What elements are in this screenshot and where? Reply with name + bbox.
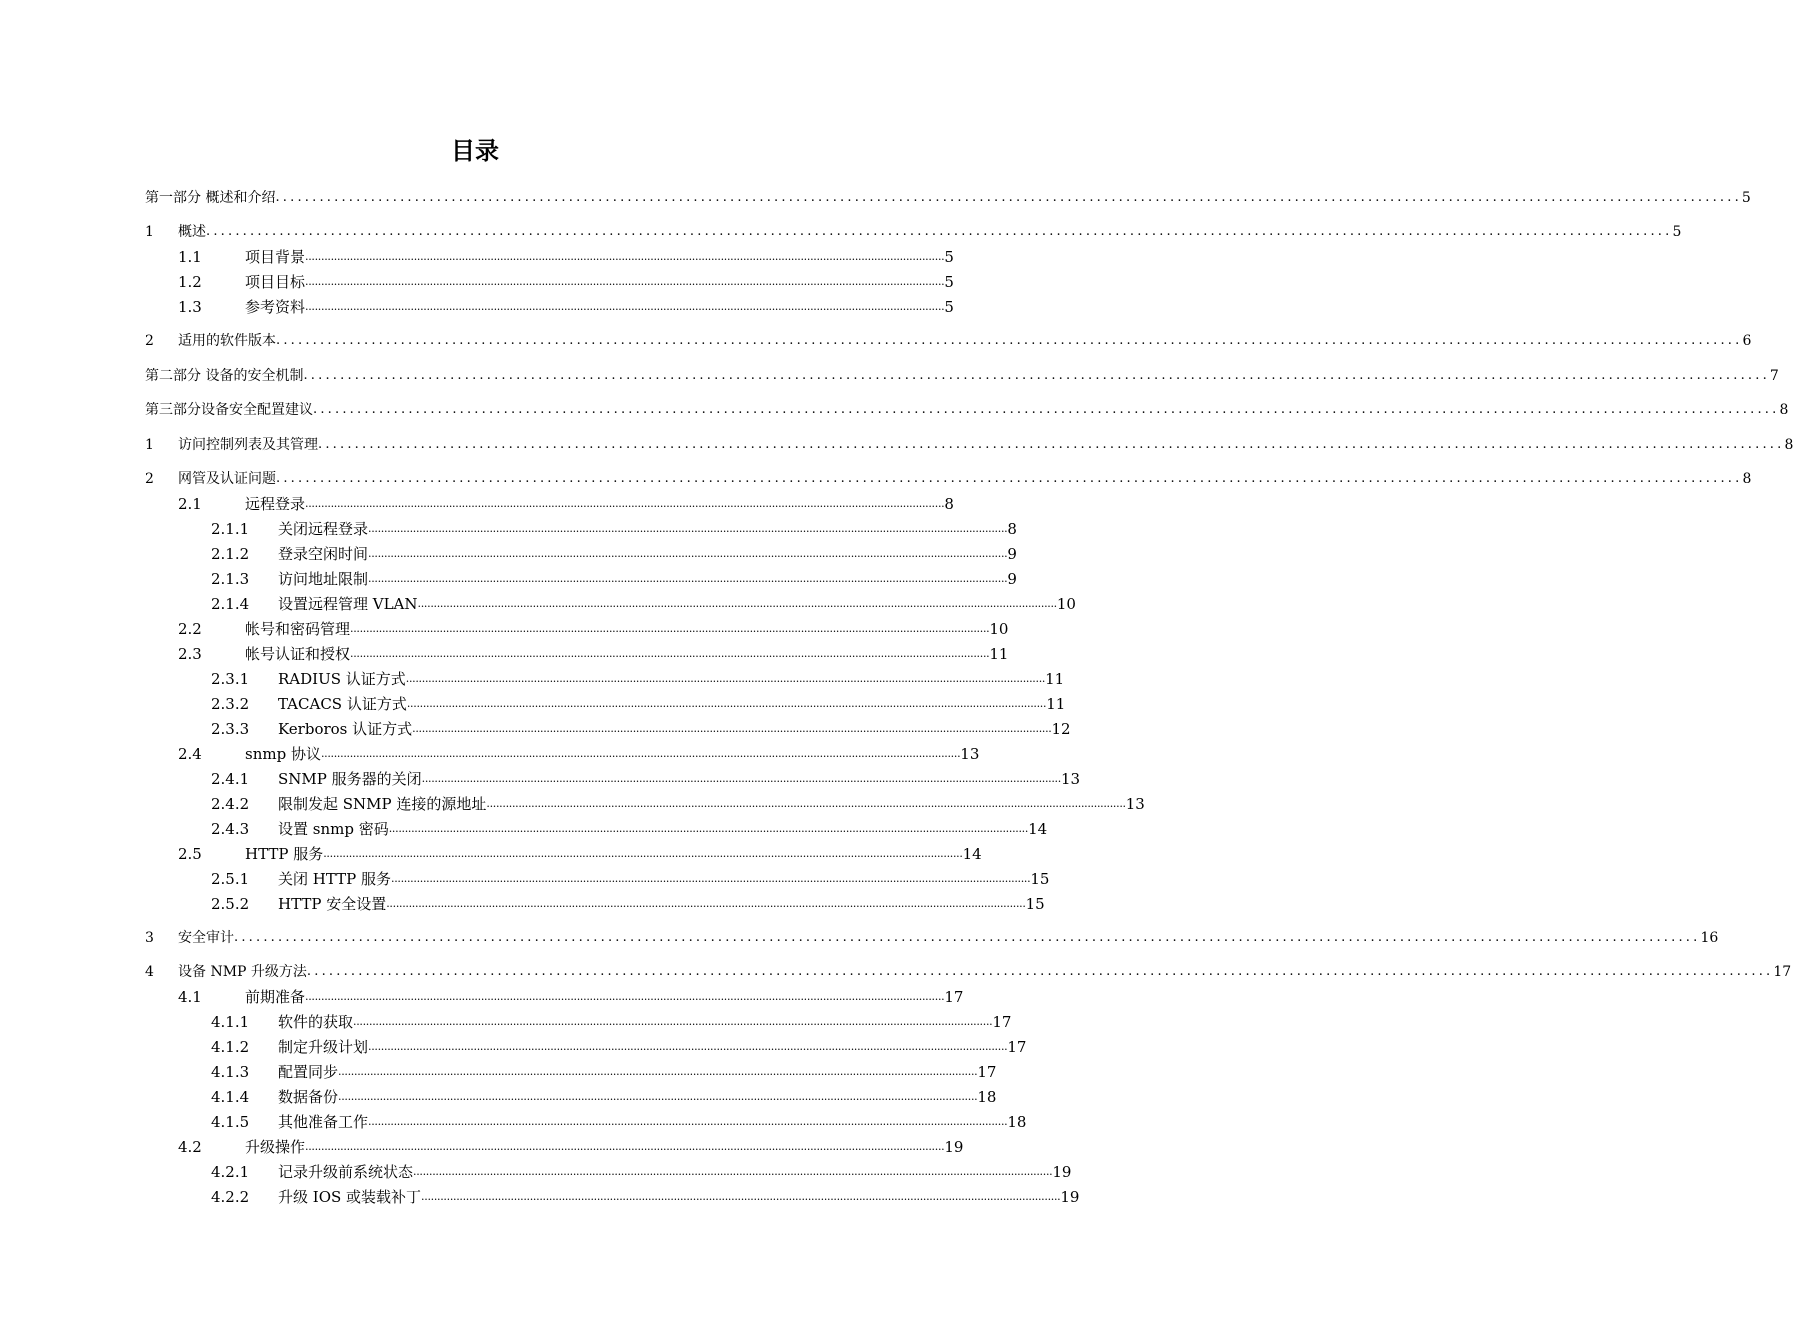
toc-entry-label: RADIUS 认证方式 [278,670,406,688]
toc-entry-label: 适用的软件版本 [178,333,276,349]
toc-entry-number: 2.3.1 [211,670,250,688]
toc-entry-number: 2.1.4 [211,595,250,613]
toc-entry[interactable] [211,569,1017,589]
toc-page-number: 17 [1773,964,1792,980]
toc-entry-label: TACACS 认证方式 [278,695,407,713]
toc-dot-leader: ........................................................................................................................................................................................................ [368,1115,1008,1128]
toc-page-number: 11 [1045,670,1065,688]
toc-page-number: 13 [1125,795,1145,813]
toc-entry-number: 4.1.5 [211,1113,250,1131]
toc-dot-leader: ........................................................................................................................................................................................................ [368,1040,1008,1053]
toc-page-number: 8 [944,495,954,513]
toc-page-number: 19 [1060,1188,1080,1206]
toc-entry-label: HTTP 服务 [245,845,324,863]
toc-entry-label: 访问控制列表及其管理 [178,437,318,453]
toc-dot-leader: ........................................................................................................................................................................................................ [368,547,1008,560]
toc-dot-leader: ........................................................................................................................................................................................................ [276,333,1743,348]
toc-page-number: 13 [1060,770,1081,788]
toc-entry-label: 限制发起 SNMP 连接的源地址 [278,795,487,813]
toc-page-number: 5 [1741,190,1751,206]
toc-entry[interactable] [211,1037,1027,1057]
toc-entry-number: 4.1.2 [211,1038,250,1056]
toc-page-number: 5 [1672,224,1682,240]
toc-page-number: 9 [1007,545,1017,563]
toc-entry-label: 项目背景 [245,248,306,266]
toc-entry[interactable] [211,1112,1027,1132]
toc-entry[interactable] [211,594,1076,614]
toc-page-number: 11 [989,645,1009,663]
toc-entry[interactable] [211,894,1045,914]
toc-entry[interactable] [178,494,954,514]
toc-entry-label: 网管及认证问题 [178,471,276,487]
toc-entry-number: 2.1.1 [211,520,250,538]
toc-page-number: 10 [1056,595,1076,613]
toc-entry-number: 4.1.1 [211,1013,250,1031]
toc-entry-label: 帐号认证和授权 [245,645,351,663]
toc-dot-leader: ........................................................................................................................................................................................................ [276,471,1743,486]
toc-dot-leader: ........................................................................................................................................................................................................ [413,1165,1053,1178]
toc-dot-leader: ........................................................................................................................................................................................................ [323,847,963,860]
toc-dot-leader: ........................................................................................................................................................................................................ [338,1065,978,1078]
toc-entry[interactable] [178,619,1009,639]
toc-page-number: 8 [1784,437,1793,453]
toc-dot-leader: ........................................................................................................................................................................................................ [350,622,990,635]
toc-page-number: 16 [1700,930,1719,946]
toc-entry-number: 2.3.2 [211,695,250,713]
toc-dot-leader: ........................................................................................................................................................................................................ [305,300,945,313]
toc-entry[interactable] [178,987,964,1007]
toc-entry[interactable] [211,544,1017,564]
toc-page-number: 10 [989,620,1009,638]
toc-page-number: 5 [944,298,954,316]
toc-entry[interactable] [211,1162,1072,1182]
toc-dot-leader: ........................................................................................................................................................................................................ [305,250,945,263]
toc-page-number: 8 [1742,471,1752,487]
toc-entry-label: 访问地址限制 [278,570,369,588]
toc-entry-number: 4.2 [178,1138,202,1156]
toc-dot-leader: ........................................................................................................................................................................................................ [320,747,961,760]
toc-entry[interactable] [145,928,1719,948]
toc-entry-number: 2.4 [178,745,202,763]
toc-dot-leader: ........................................................................................................................................................................................................ [303,368,1770,383]
toc-dot-leader: ........................................................................................................................................................................................................ [234,930,1701,945]
toc-dot-leader: ........................................................................................................................................................................................................ [206,224,1673,239]
toc-entry[interactable] [178,644,1009,664]
toc-dot-leader: ........................................................................................................................................................................................................ [313,402,1780,417]
toc-entry-number: 2.2 [178,620,202,638]
toc-dot-leader: ........................................................................................................................................................................................................ [353,1015,993,1028]
toc-entry-number: 2.5.1 [211,870,250,888]
toc-page-number: 11 [1046,695,1066,713]
toc-page-number: 8 [1007,520,1017,538]
toc-entry[interactable] [145,962,1792,982]
toc-entry-number: 4.1.4 [211,1088,250,1106]
toc-entry-label: 其他准备工作 [278,1113,369,1131]
toc-dot-leader: ........................................................................................................................................................................................................ [417,597,1057,610]
toc-entry-label: 前期准备 [245,988,306,1006]
toc-page-number: 5 [944,273,954,291]
toc-entry-label: 项目目标 [245,273,306,291]
toc-entry-number: 2.1.3 [211,570,250,588]
toc-page-number: 7 [1769,368,1779,384]
toc-entry-number: 2.5.2 [211,895,250,913]
toc-entry[interactable] [145,400,1789,420]
toc-entry-label: 配置同步 [278,1063,339,1081]
toc-dot-leader: ........................................................................................................................................................................................................ [350,647,990,660]
toc-entry-number: 1 [145,224,154,240]
toc-entry-label: 软件的获取 [278,1013,354,1031]
toc-dot-leader: ........................................................................................................................................................................................................ [368,572,1008,585]
toc-entry-number: 4.1.3 [211,1063,250,1081]
toc-entry[interactable] [211,819,1048,839]
toc-entry-label: 关闭远程登录 [278,520,369,538]
toc-entry-label: 升级 IOS 或装载补丁 [278,1188,422,1206]
toc-entry-label: 数据备份 [278,1088,339,1106]
toc-entry-label: SNMP 服务器的关闭 [278,770,422,788]
toc-dot-leader: ........................................................................................................................................................................................................ [338,1090,978,1103]
toc-entry-label: 远程登录 [245,495,306,513]
toc-entry[interactable] [211,694,1066,714]
toc-entry-number: 2 [145,471,154,487]
toc-entry-number: 2 [145,333,154,349]
toc-entry-label: 帐号和密码管理 [245,620,351,638]
toc-page-number: 9 [1007,570,1017,588]
page-title: 目录 [451,137,499,165]
toc-entry[interactable] [211,669,1065,689]
toc-page-number: 17 [992,1013,1012,1031]
toc-entry[interactable] [145,331,1752,351]
toc-entry-number: 2.4.1 [211,770,250,788]
toc-entry-number: 4.1 [178,988,202,1006]
toc-page-number: 13 [960,745,980,763]
toc-entry-number: 2.4.3 [211,820,250,838]
toc-dot-leader: ........................................................................................................................................................................................................ [406,697,1047,710]
toc-entry-number: 1.1 [178,248,202,266]
toc-entry-label: 第三部分设备安全配置建议 [145,402,313,418]
toc-entry-label: 第二部分 设备的安全机制 [145,368,304,384]
toc-entry[interactable] [211,794,1145,814]
toc-page-number: 19 [1052,1163,1072,1181]
toc-entry[interactable] [145,435,1793,455]
toc-entry-number: 2.5 [178,845,202,863]
toc-entry[interactable] [178,744,980,764]
toc-entry[interactable] [211,1087,997,1107]
toc-entry-number: 3 [145,930,154,946]
toc-dot-leader: ........................................................................................................................................................................................................ [305,497,945,510]
toc-entry[interactable] [178,247,954,267]
toc-entry[interactable] [178,272,954,292]
toc-dot-leader: ........................................................................................................................................................................................................ [305,1140,945,1153]
toc-dot-leader: ........................................................................................................................................................................................................ [318,437,1785,452]
toc-page-number: 14 [962,845,982,863]
toc-dot-leader: ........................................................................................................................................................................................................ [305,990,945,1003]
toc-entry-number: 4.2.2 [211,1188,250,1206]
toc-page-number: 5 [944,248,954,266]
toc-entry[interactable] [178,1137,964,1157]
toc-entry-number: 2.1 [178,495,202,513]
toc-entry-label: 记录升级前系统状态 [278,1163,414,1181]
toc-entry-label: 登录空闲时间 [278,545,369,563]
toc-entry[interactable] [178,844,982,864]
toc-entry[interactable] [145,222,1682,242]
toc-dot-leader: ........................................................................................................................................................................................................ [421,772,1061,785]
toc-entry-number: 2.3 [178,645,202,663]
toc-entry-label: 概述 [178,224,206,240]
toc-dot-leader: ........................................................................................................................................................................................................ [421,1190,1061,1203]
toc-entry[interactable] [211,1012,1012,1032]
toc-dot-leader: ........................................................................................................................................................................................................ [275,190,1742,205]
toc-entry-number: 4.2.1 [211,1163,250,1181]
toc-entry-number: 1 [145,437,154,453]
toc-entry-number: 2.3.3 [211,720,250,738]
toc-page-number: 6 [1742,333,1752,349]
toc-entry-number: 1.3 [178,298,202,316]
toc-entry[interactable] [211,519,1017,539]
toc-dot-leader: ........................................................................................................................................................................................................ [306,964,1774,979]
toc-entry-label: 升级操作 [245,1138,306,1156]
toc-page-number: 17 [944,988,964,1006]
toc-entry-label: 安全审计 [178,930,234,946]
toc-page-number: 17 [1007,1038,1027,1056]
toc-entry[interactable] [211,719,1071,739]
toc-entry-label: 参考资料 [245,298,306,316]
toc-entry-label: 设置 snmp 密码 [278,820,389,838]
toc-entry-number: 2.1.2 [211,545,250,563]
toc-entry[interactable] [211,869,1050,889]
toc-entry-label: HTTP 安全设置 [278,895,387,913]
toc-dot-leader: ........................................................................................................................................................................................................ [412,722,1052,735]
toc-dot-leader: ........................................................................................................................................................................................................ [405,672,1046,685]
toc-entry-label: 第一部分 概述和介绍 [145,190,276,206]
toc-entry-label: snmp 协议 [245,745,321,763]
toc-entry-number: 4 [145,964,154,980]
toc-entry[interactable] [145,469,1752,489]
toc-dot-leader: ........................................................................................................................................................................................................ [388,822,1029,835]
toc-page-number: 17 [977,1063,997,1081]
toc-page-number: 18 [1007,1113,1027,1131]
toc-entry[interactable] [211,769,1081,789]
toc-page-number: 14 [1028,820,1048,838]
toc-entry-label: 关闭 HTTP 服务 [278,870,391,888]
toc-page-number: 8 [1779,402,1789,418]
toc-entry-number: 1.2 [178,273,202,291]
toc-entry[interactable] [145,188,1751,208]
toc-entry[interactable] [178,297,954,317]
toc-entry[interactable] [211,1062,997,1082]
toc-page-number: 18 [977,1088,997,1106]
toc-entry-label: 制定升级计划 [278,1038,369,1056]
toc-dot-leader: ........................................................................................................................................................................................................ [486,797,1126,810]
toc-page-number: 12 [1051,720,1071,738]
toc-entry-number: 2.4.2 [211,795,250,813]
toc-page-number: 15 [1025,895,1045,913]
toc-dot-leader: ........................................................................................................................................................................................................ [368,522,1008,535]
toc-entry-label: 设置远程管理 VLAN [278,595,418,613]
toc-entry-label: 设备 NMP 升级方法 [178,964,307,980]
toc-dot-leader: ........................................................................................................................................................................................................ [305,275,945,288]
toc-entry[interactable] [211,1187,1080,1207]
toc-dot-leader: ........................................................................................................................................................................................................ [391,872,1031,885]
toc-page-number: 19 [944,1138,964,1156]
toc-dot-leader: ........................................................................................................................................................................................................ [386,897,1026,910]
toc-page-number: 15 [1030,870,1050,888]
toc-entry-label: Kerboros 认证方式 [278,720,413,738]
toc-entry[interactable] [145,366,1779,386]
